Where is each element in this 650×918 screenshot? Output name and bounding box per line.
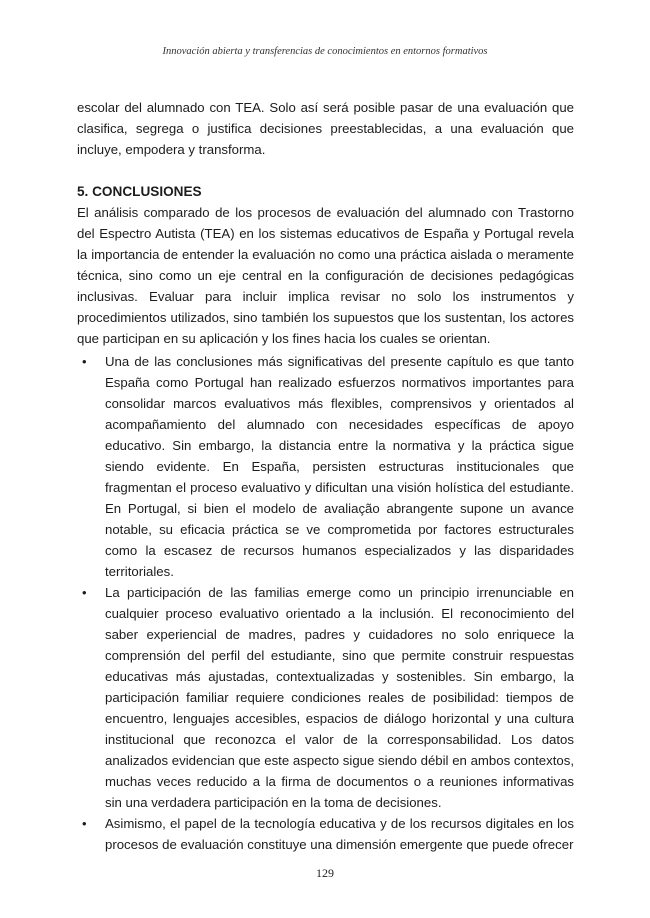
list-item [77, 582, 574, 813]
bullet-icon: • [82, 354, 87, 369]
intro-paragraph: escolar del alumnado con TEA. Solo así será posible pasar de una evaluación que clasifica, segrega o justifica decisiones preestablecidas, a una evaluación que incluye, empodera y transforma. [77, 100, 574, 157]
running-header: Innovación abierta y transferencias de conocimientos en entornos formativos [162, 46, 488, 57]
list-item [77, 813, 574, 855]
bullet-list [77, 351, 574, 855]
list-item-text: Una de las conclusiones más significativas del presente capítulo es que tanto España como Portugal han realizado esfuerzos normativos importantes para consolidar marcos evaluativos más flexibles, comprensivos y orientados al acompañamiento del alumnado con necesidades específicas de apoyo educativo. Sin embargo, la distancia entre la normativa y la práctica sigue siendo evidente. En España, persisten estructuras institucionales que fragmentan el proceso evaluativo y dificultan una visión holística del estudiante. En Portugal, si bien el modelo de avaliação abrangente supone un avance notable, su eficacia práctica se ve comprometida por factores estructurales como la escasez de recursos humanos especializados y las disparidades territoriales. [105, 354, 574, 579]
list-item [77, 351, 574, 582]
bullet-icon: • [82, 585, 87, 600]
bullet-icon: • [82, 816, 87, 831]
page-number: 129 [316, 866, 334, 880]
list-item-text: Asimismo, el papel de la tecnología educativa y de los recursos digitales en los procesos de evaluación constituye una dimensión emergente que puede ofrecer [105, 816, 574, 852]
list-item-text: La participación de las familias emerge como un principio irrenunciable en cualquier proceso evaluativo orientado a la inclusión. El reconocimiento del saber experiencial de madres, padres y cuidadores no solo enriquece la comprensión del perfil del estudiante, sino que permite construir respuestas educativas más ajustadas, contextualizadas y sostenibles. Sin embargo, la participación familiar requiere condiciones reales de posibilidad: tiempos de encuentro, lenguajes accesibles, espacios de diálogo horizontal y una cultura institucional que reconozca el valor de la corresponsabilidad. Los datos analizados evidencian que este aspecto sigue siendo débil en ambos contextos, muchas veces reducido a la firma de documentos o a reuniones informativas sin una verdadera participación en la toma de decisiones. [105, 585, 574, 810]
section-heading: 5. CONCLUSIONES [77, 184, 202, 199]
section-paragraph: El análisis comparado de los procesos de evaluación del alumnado con Trastorno del Espectro Autista (TEA) en los sistemas educativos de España y Portugal revela la importancia de entender la evaluación no como una práctica aislada o meramente técnica, sino como un eje central en la configuración de decisiones pedagógicas inclusivas. Evaluar para incluir implica revisar no solo los instrumentos y procedimientos utilizados, sino también los supuestos que los sustentan, los actores que participan en su aplicación y los fines hacia los cuales se orientan. [77, 205, 574, 346]
page-body [77, 97, 574, 855]
